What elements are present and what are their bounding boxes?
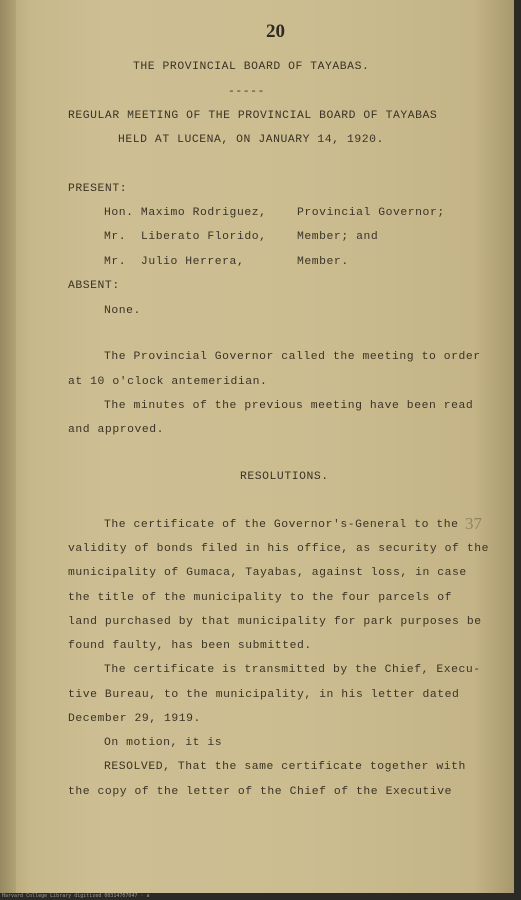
present-label: PRESENT: — [68, 183, 128, 195]
minutes-line: and approved. — [68, 424, 165, 436]
resolutions-heading: RESOLUTIONS. — [240, 471, 329, 483]
meeting-heading-line-2: HELD AT LUCENA, ON JANUARY 14, 1920. — [118, 134, 384, 146]
minutes-line: The Provincial Governor called the meeting to order — [104, 351, 481, 363]
scan-footer-text: Harvard College Library digitized 00314707047 · a — [2, 893, 150, 899]
page-number: 20 — [266, 21, 285, 42]
present-member-name: Mr. Liberato Florido, — [104, 231, 267, 243]
body-line: December 29, 1919. — [68, 713, 201, 725]
body-line: The certificate of the Governor's-General to the — [104, 519, 459, 531]
body-line: On motion, it is — [104, 737, 223, 749]
margin-annotation-number: 37 — [465, 514, 482, 533]
board-title: THE PROVINCIAL BOARD OF TAYABAS. — [133, 61, 370, 73]
body-line: found faulty, has been submitted. — [68, 640, 312, 652]
body-line: land purchased by that municipality for park purposes be — [68, 616, 482, 628]
absent-label: ABSENT: — [68, 280, 120, 292]
body-line: validity of bonds filed in his office, as security of the — [68, 543, 489, 555]
meeting-heading-line-1: REGULAR MEETING OF THE PROVINCIAL BOARD OF TAYABAS — [68, 110, 438, 122]
body-line: the copy of the letter of the Chief of the Executive — [68, 786, 453, 798]
body-line: tive Bureau, to the municipality, in his letter dated — [68, 689, 460, 701]
page-binding-shadow — [0, 0, 16, 893]
present-member-name: Mr. Julio Herrera, — [104, 256, 245, 268]
title-divider: ----- — [228, 86, 265, 98]
minutes-line: The minutes of the previous meeting have been read — [104, 400, 474, 412]
minutes-line: at 10 o'clock antemeridian. — [68, 376, 268, 388]
present-member-role: Member; and — [297, 231, 379, 243]
body-line: RESOLVED, That the same certificate together with — [104, 761, 466, 773]
absent-value: None. — [104, 305, 141, 317]
body-line: the title of the municipality to the four parcels of — [68, 592, 453, 604]
body-line: municipality of Gumaca, Tayabas, against loss, in case — [68, 567, 467, 579]
present-member-name: Hon. Maximo Rodriguez, — [104, 207, 267, 219]
present-member-role: Member. — [297, 256, 349, 268]
body-line: The certificate is transmitted by the Chief, Execu- — [104, 664, 481, 676]
present-member-role: Provincial Governor; — [297, 207, 445, 219]
